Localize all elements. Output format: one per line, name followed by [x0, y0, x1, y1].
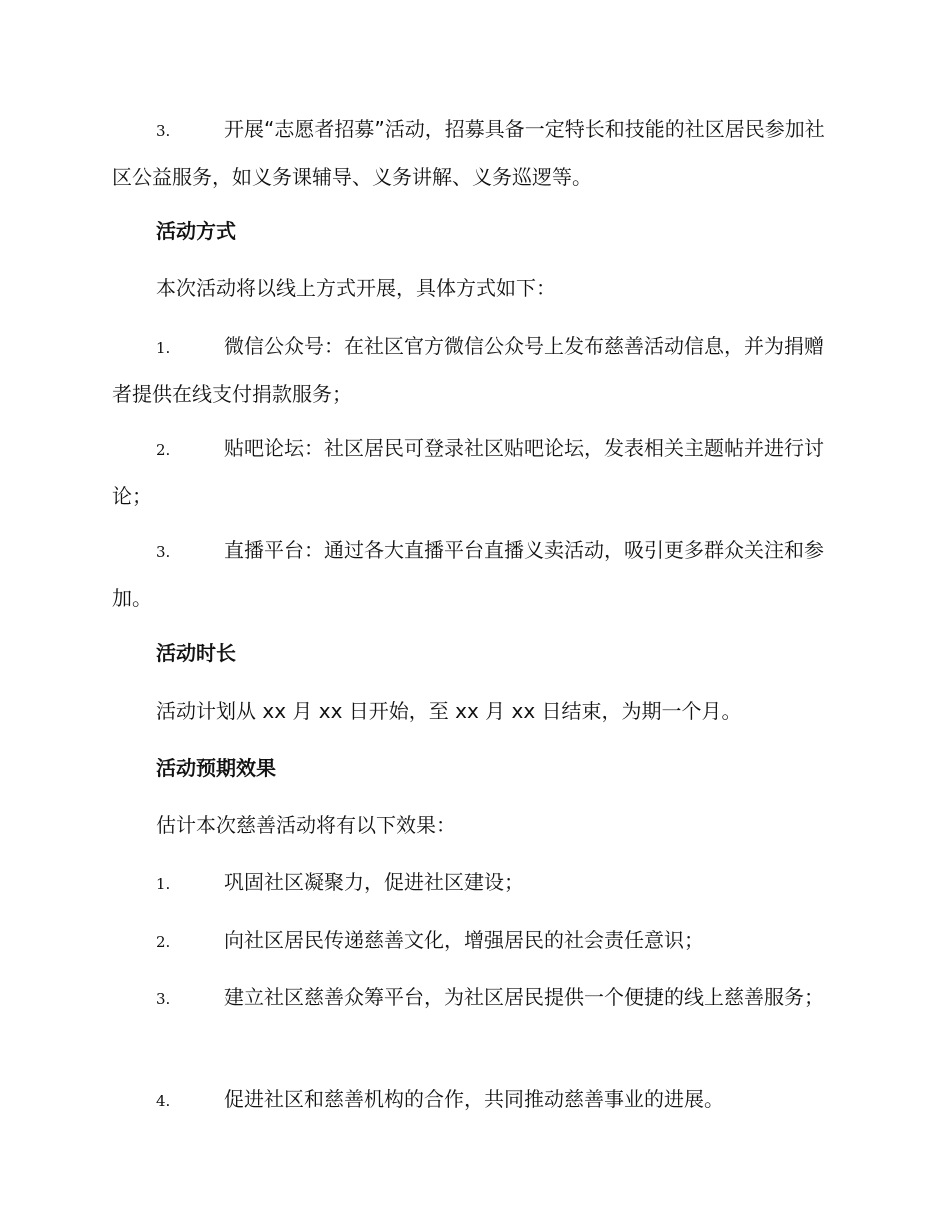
section-heading-method: 活动方式 [156, 219, 236, 243]
section-text-duration: 活动计划从 xx 月 xx 日开始，至 xx 月 xx 日结束，为期一个月。 [156, 699, 742, 723]
list-item [112, 323, 834, 417]
list-text: 微信公众号：在社区官方微信公众号上发布慈善活动信息，并为捐赠者提供在线支付捐款服务； [112, 334, 824, 406]
list-text: 开展“志愿者招募”活动，招募具备一定特长和技能的社区居民参加社区公益服务，如义务课辅导、义务讲解、义务巡逻等。 [112, 117, 825, 189]
list-number: 1. [156, 875, 171, 893]
section-heading-effect: 活动预期效果 [156, 756, 276, 780]
list-item [112, 974, 834, 1022]
list-text: 建立社区慈善众筹平台，为社区居民提供一个便捷的线上慈善服务； [224, 985, 824, 1009]
list-item [112, 527, 834, 621]
section-intro-effect: 估计本次慈善活动将有以下效果： [156, 813, 456, 837]
list-number: 3. [156, 990, 171, 1008]
list-text: 直播平台：通过各大直播平台直播义卖活动，吸引更多群众关注和参加。 [112, 538, 824, 610]
list-number: 3. [156, 122, 171, 140]
list-text: 促进社区和慈善机构的合作，共同推动慈善事业的进展。 [224, 1087, 724, 1111]
list-item [112, 859, 834, 907]
list-number: 1. [156, 339, 171, 357]
section-heading-duration: 活动时长 [156, 641, 236, 665]
list-item [112, 425, 834, 519]
list-number: 2. [156, 933, 171, 951]
list-number: 4. [156, 1092, 171, 1110]
section-intro-method: 本次活动将以线上方式开展，具体方式如下： [156, 276, 556, 300]
list-item [112, 106, 834, 200]
list-item [112, 917, 834, 965]
list-text: 贴吧论坛：社区居民可登录社区贴吧论坛，发表相关主题帖并进行讨论； [112, 436, 824, 508]
list-number: 2. [156, 441, 171, 459]
list-text: 向社区居民传递慈善文化，增强居民的社会责任意识； [224, 928, 704, 952]
list-number: 3. [156, 543, 171, 561]
list-text: 巩固社区凝聚力，促进社区建设； [224, 870, 524, 894]
list-item [112, 1076, 834, 1124]
